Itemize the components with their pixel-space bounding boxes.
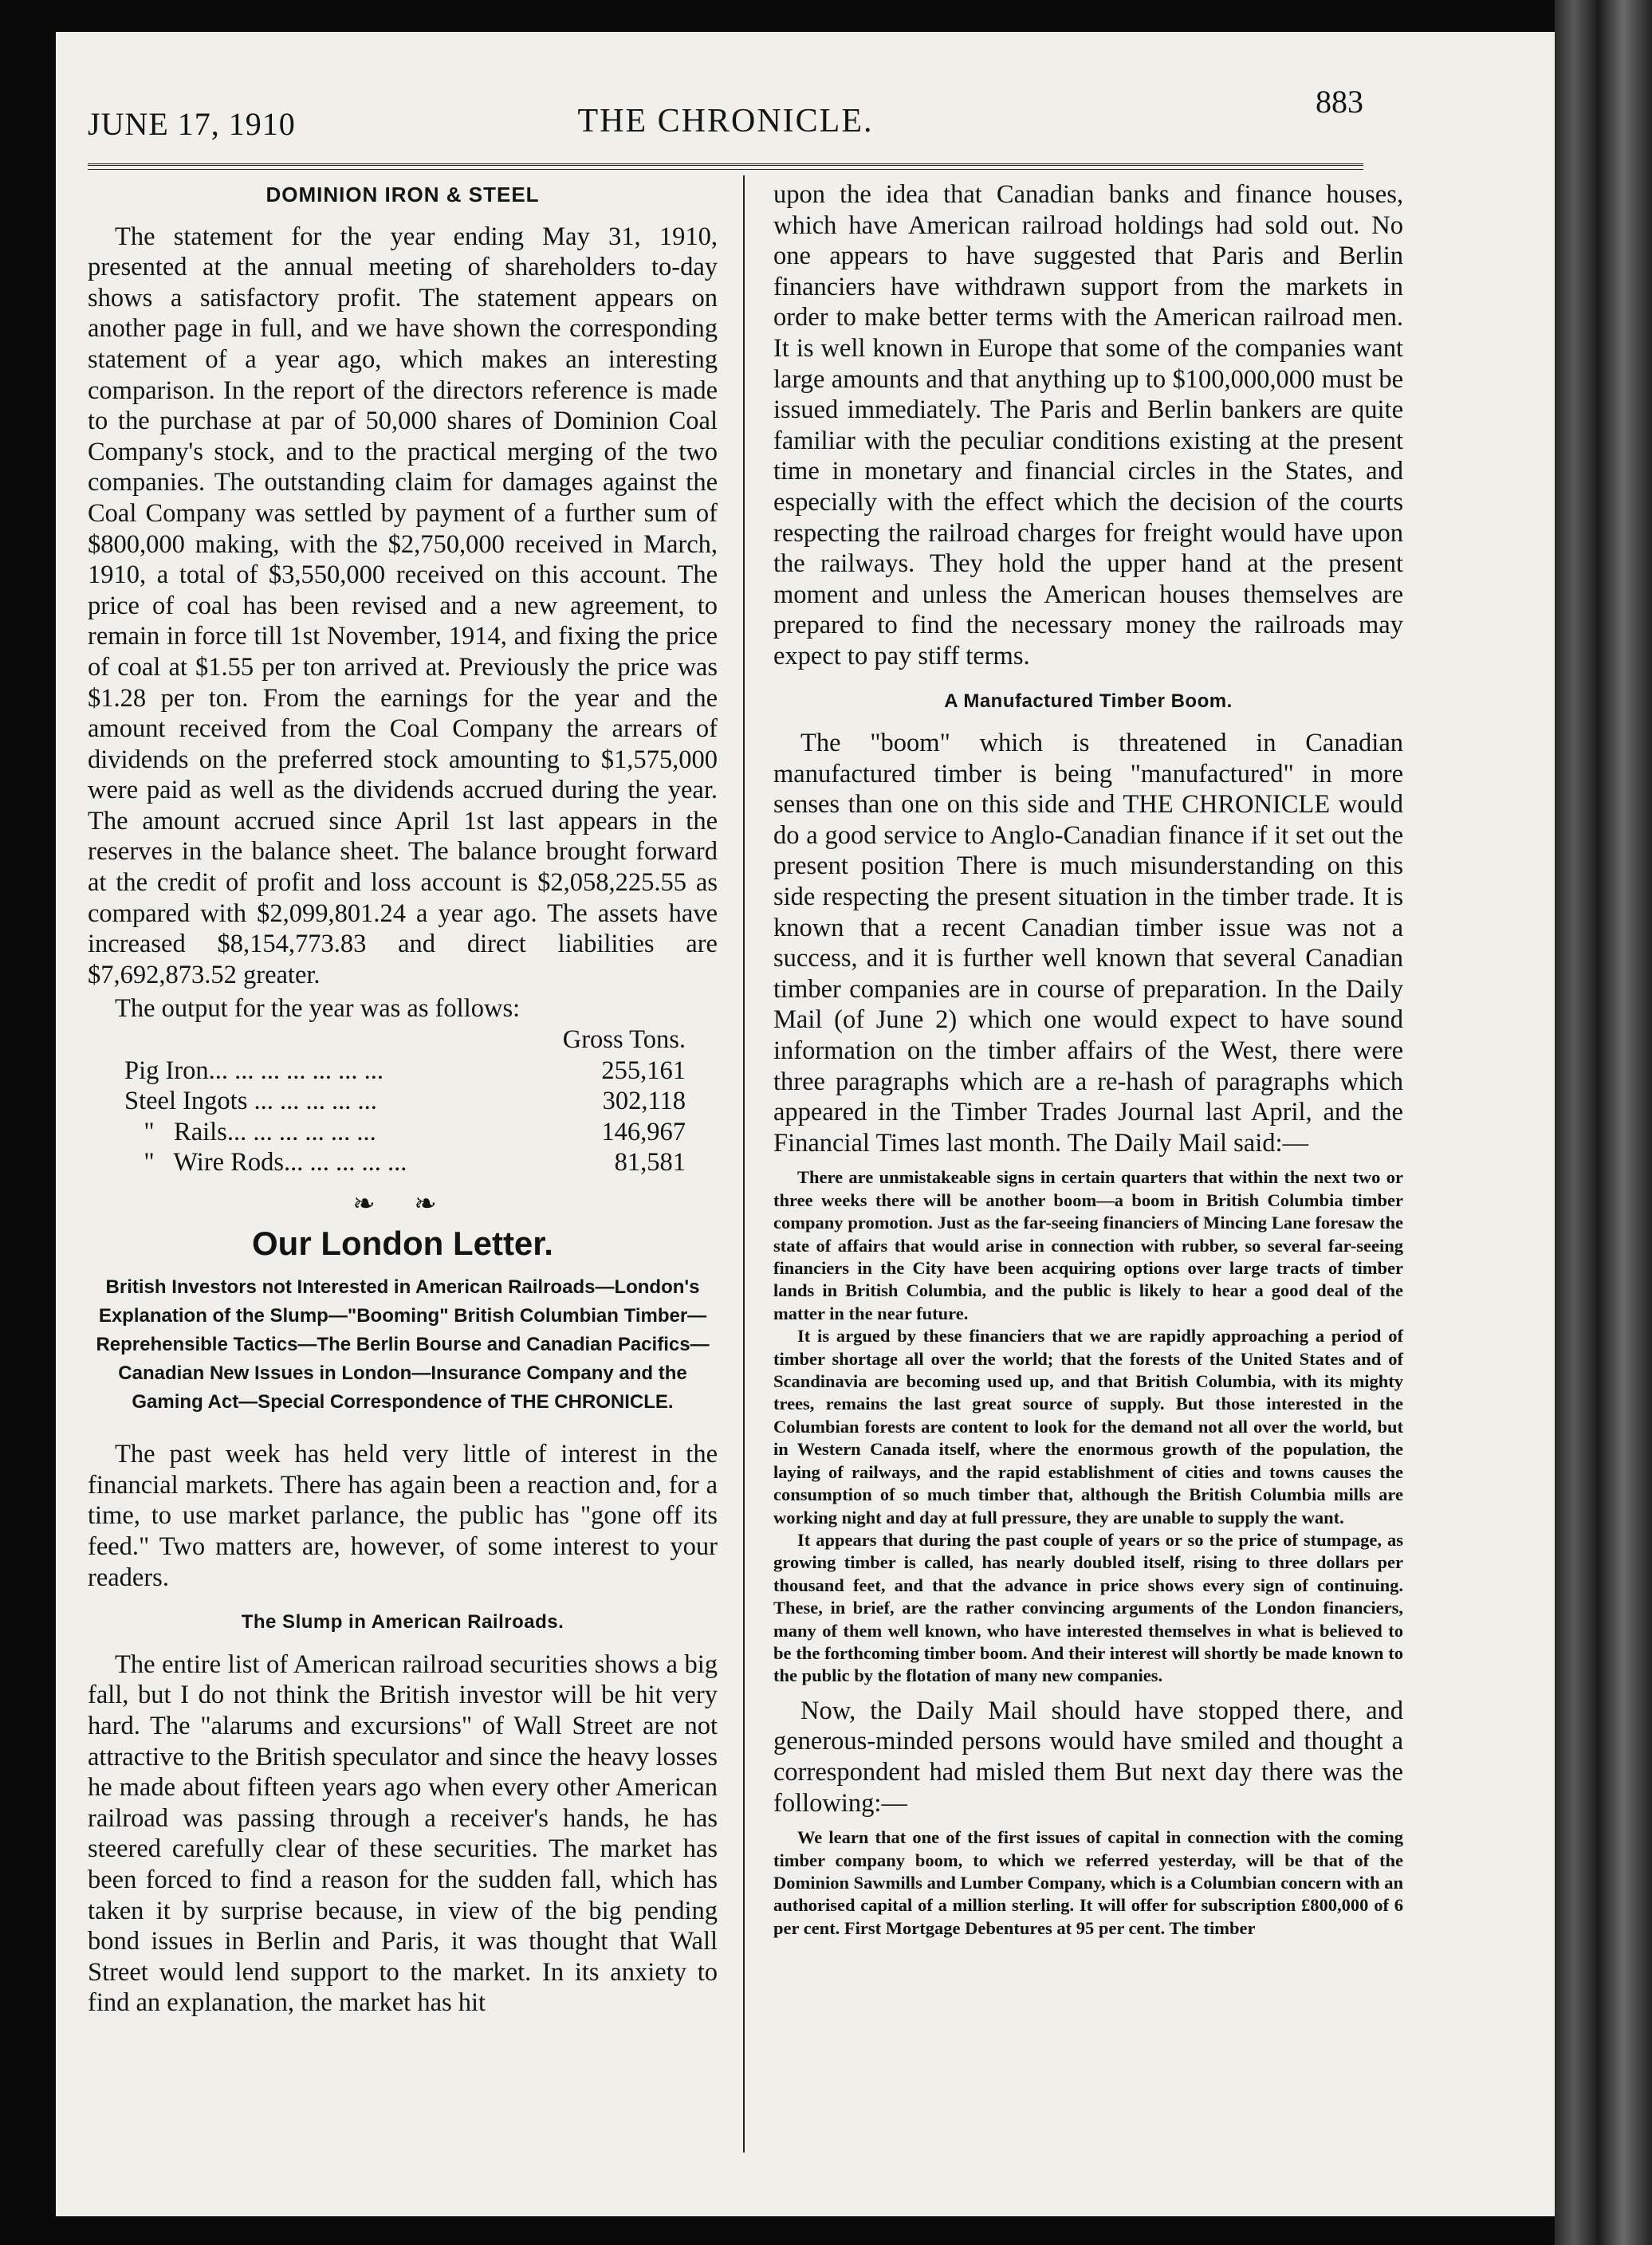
table-row <box>88 1117 718 1148</box>
london-letter-title: Our London Letter. <box>252 1224 553 1262</box>
continuation-paragraph: upon the idea that Canadian banks and finance houses, which have American railroad holdings had sold out. No one appears to have suggested that Paris and Berlin financiers have withdrawn support from the markets in order to make better terms with the American railroad men. It is well known in Europe that some of the companies want large amounts and that anything up to $100,000,000 must be issued immediately. The Paris and Berlin bankers are quite familiar with the peculiar conditions existing at the present time in monetary and financial circles in the States, and especially with the effect which the decision of the courts respecting the railroad charges for freight would have upon the railways. They hold the upper hand at the present moment and unless the American houses themselves are prepared to find the necessary money the railroads may expect to pay stiff terms. <box>773 180 1403 670</box>
table-row <box>88 1147 718 1178</box>
quote-paragraph: There are unmistakeable signs in certain quarters that within the next two or three weeks there will be another boom—a boom in British Columbia timber company promotion. Just as the far-seeing financiers of Mincing Lane foresaw the state of affairs that would arise in connection with rubber, so several far-seeing financiers in the City have been acquiring options over large tracts of timber lands in British Columbia, and the public is likely to hear a good deal of the matter in the near future. <box>773 1167 1403 1323</box>
output-intro: The output for the year was as follows: <box>115 994 521 1024</box>
row-value: 146,967 <box>601 1117 686 1146</box>
table-row <box>88 1056 718 1087</box>
row-value: 255,161 <box>601 1056 686 1085</box>
row-label: Pig Iron... ... ... ... ... ... ... <box>124 1056 384 1085</box>
output-table <box>88 993 718 1178</box>
left-column <box>88 179 718 2019</box>
quote-paragraph: It is argued by these financiers that we are rapidly approaching a period of timber shortage all over the world; that the forests of the United States and of Scandinavia are becoming used up, and that British Columbia, with its mighty trees, remains the last great source of supply. But those interested in the Columbian forests are content to look for the demand not all over the world, but in Western Canada itself, where the enormous growth of the population, the laying of railways, and the rapid establishment of cities and towns causes the consumption of so much timber that, although the British Columbia mills are working night and day at full pressure, they are unable to supply the want. <box>773 1326 1403 1527</box>
newspaper-page <box>56 32 1555 2216</box>
slump-heading: The Slump in American Railroads. <box>241 1611 564 1634</box>
row-label: Steel Ingots ... ... ... ... ... <box>124 1087 377 1116</box>
london-paragraph: The past week has held very little of interest in the financial markets. There has again been a reaction and, for a time, to use market parlance, the public has "gone off its feed." Two matters are, however, of some interest to your readers. <box>88 1440 718 1592</box>
column-divider <box>743 175 745 2153</box>
issue-date: JUNE 17, 1910 <box>88 106 296 142</box>
header-rule <box>88 163 1363 170</box>
row-value: 81,581 <box>614 1148 686 1178</box>
slump-paragraph: The entire list of American railroad securities shows a big fall, but I do not think the British investor will be hit very hard. The "alarums and excursions" of Wall Street are not attractive to the British speculator and since the heavy losses he made about fifteen years ago when every other American railroad was passing through a receiver's hands, he has steered carefully clear of these securities. The market has been forced to find a reason for the sudden fall, which has taken it by surprise because, in view of the big pending bond issues in Berlin and Paris, it was thought that Wall Street would lend support to the market. In its anxiety to find an explanation, the market has hit <box>88 1649 718 2018</box>
daily-mail-quote-2 <box>773 1826 1403 1940</box>
after-quote-paragraph: Now, the Daily Mail should have stopped there, and generous-minded persons would have smiled and thought a correspondent had misled them But next day there was the following:— <box>773 1696 1403 1818</box>
table-row <box>88 1086 718 1117</box>
right-column <box>773 179 1403 1948</box>
quote-paragraph: We learn that one of the first issues of capital in connection with the coming timber company boom, to which we referred yesterday, will be that of the Dominion Sawmills and Lumber Company, which is a Columbian concern with an authorised capital of a million sterling. It will offer for subscription £800,000 of 6 per cent. First Mortgage Debentures at 95 per cent. The timber <box>773 1827 1403 1938</box>
output-header: Gross Tons. <box>562 1025 686 1055</box>
ornament-icon: ❧ ❧ <box>352 1189 453 1219</box>
dominion-paragraph: The statement for the year ending May 31, 1910, presented at the annual meeting of shareholders to-day shows a satisfactory profit. The statement appears on another page in full, and we have shown the corresponding statement of a year ago, which makes an interesting comparison. In the report of the directors reference is made to the purchase at par of 50,000 shares of Dominion Coal Company's stock, and to the practical merging of the two companies. The outstanding claim for damages against the Coal Company was settled by payment of a further sum of $800,000 making, with the $2,750,000 received in March, 1910, a total of $3,550,000 received on this account. The price of coal has been revised and a new agreement, to remain in force till 1st November, 1914, and fixing the price of coal at $1.55 per ton arrived at. Previously the price was $1.28 per ton. From the earnings for the year and the amount received from the Coal Company the arrears of dividends on the preferred stock amounting to $1,575,000 were paid as well as the dividends accrued during the year. The amount accrued since April 1st last appears in the reserves in the balance sheet. The balance brought forward at the credit of profit and loss account is $2,058,225.55 as compared with $2,099,801.24 a year ago. The assets have increased $8,154,773.83 and direct liabilities are $7,692,873.52 greater. <box>88 222 718 989</box>
dominion-heading: DOMINION IRON & STEEL <box>266 183 540 206</box>
row-value: 302,118 <box>602 1087 686 1116</box>
row-label: " Wire Rods... ... ... ... ... <box>124 1148 407 1178</box>
timber-heading: A Manufactured Timber Boom. <box>944 690 1233 712</box>
london-letter-subhead: British Investors not Interested in American Railroads—London's Explanation of the Slump—"Booming" British Columbian Timber—Reprehensible Tactics—The Berlin Bourse and Canadian Pacifics—Canadian New Issues in London—Insurance Company and the Gaming Act—Special Correspondence of THE CHRONICLE. <box>96 1276 710 1413</box>
daily-mail-quote-1 <box>773 1166 1403 1687</box>
book-binding-edge <box>1555 0 1652 2245</box>
publication-title: THE CHRONICLE. <box>577 103 874 140</box>
quote-paragraph: It appears that during the past couple of years or so the price of stumpage, as growing timber is called, has nearly doubled itself, rising to three dollars per thousand feet, and that the advance in price shows every sign of continuing. These, in brief, are the rather convincing arguments of the London financiers, many of them well known, who have interested themselves in what is believed to be the forthcoming timber boom. And their interest will shortly be made known to the public by the flotation of many new companies. <box>773 1529 1403 1686</box>
timber-paragraph: The "boom" which is threatened in Canadian manufactured timber is being "manufactured" in more senses than one on this side and THE CHRONICLE would do a good service to Anglo-Canadian finance if it set out the present position There is much misunderstanding on this side respecting the present situation in the timber trade. It is known that a recent Canadian timber issue was not a success, and it is further well known that several Canadian timber companies are in course of preparation. In the Daily Mail (of June 2) which one would expect to have sound information on the timber affairs of the West, there were three paragraphs which are a re-hash of paragraphs which appeared in the Timber Trades Journal last April, and the Financial Times last month. The Daily Mail said:— <box>773 729 1403 1158</box>
page-number: 883 <box>1316 84 1363 120</box>
row-label: " Rails... ... ... ... ... ... <box>124 1117 376 1146</box>
page-header <box>88 65 1363 142</box>
